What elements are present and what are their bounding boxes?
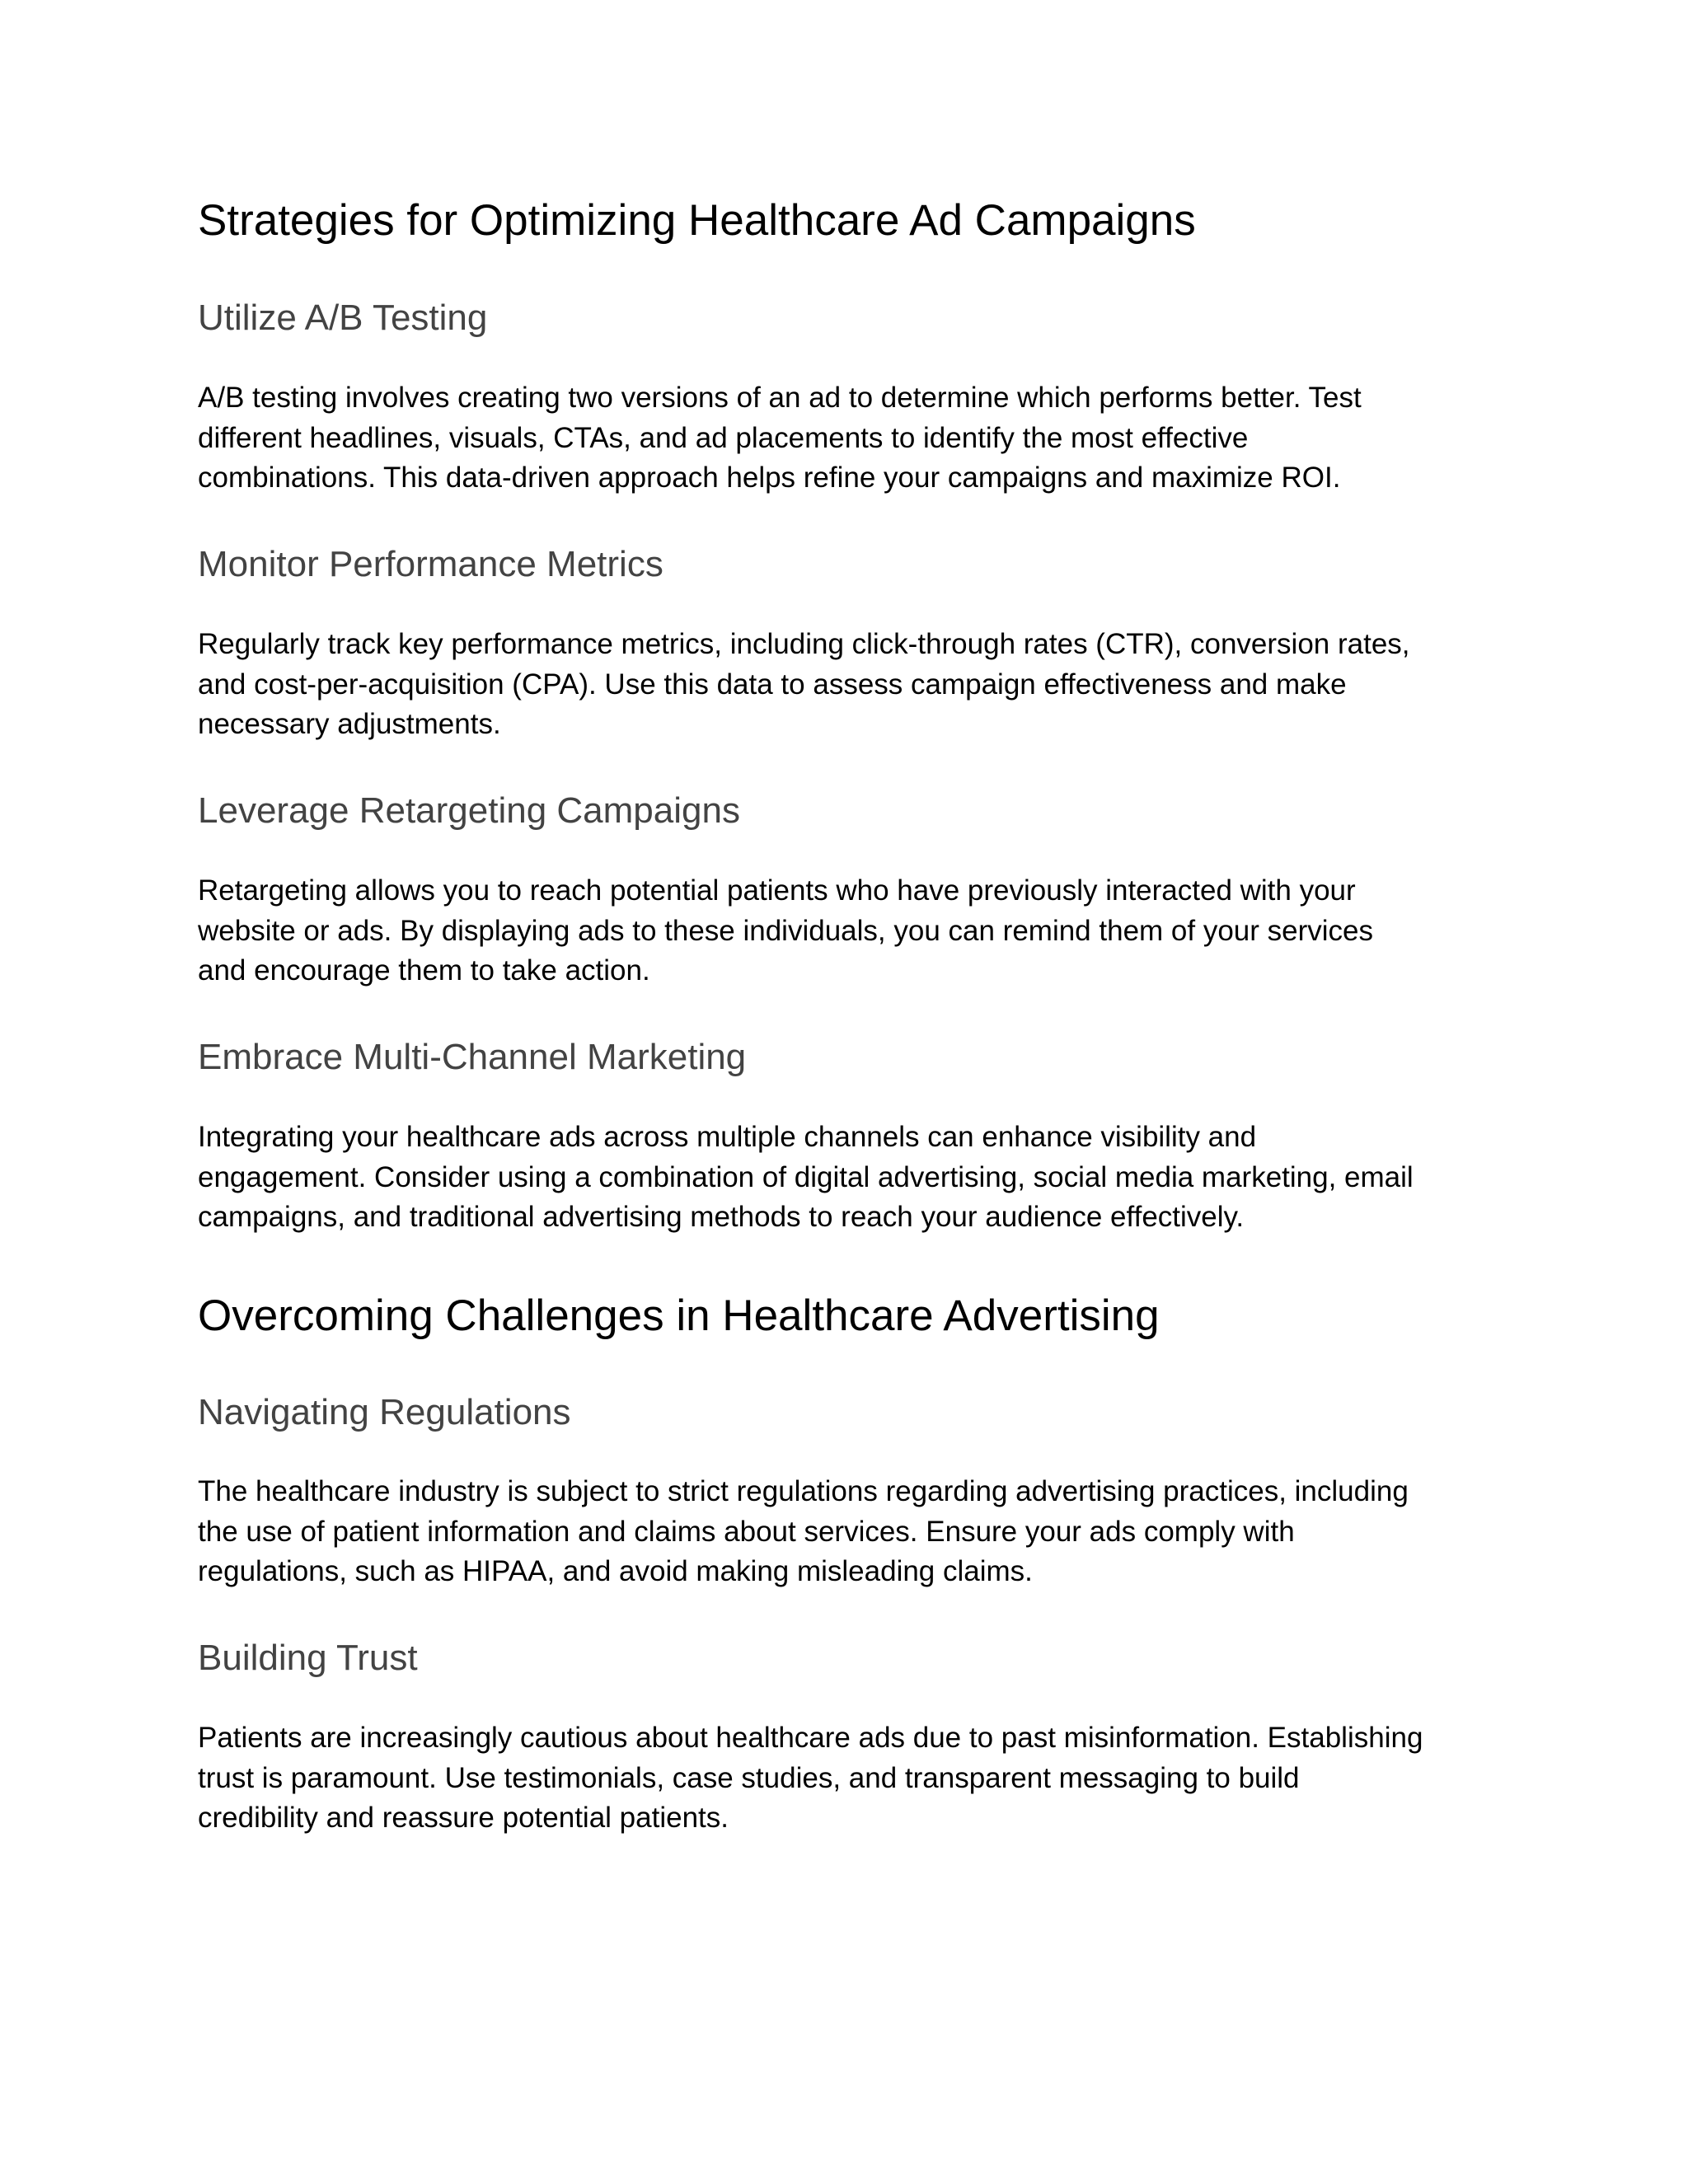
paragraph-performance-metrics	[198, 625, 1500, 745]
paragraph-retargeting	[198, 871, 1500, 991]
text-line: necessary adjustments.	[198, 708, 501, 740]
paragraph-regulations	[198, 1472, 1500, 1592]
text-line: Retargeting allows you to reach potential patients who have previously interacted with your	[198, 874, 1356, 907]
paragraph-ab-testing	[198, 378, 1500, 499]
subsection-title-ab-testing: Utilize A/B Testing	[198, 298, 488, 338]
text-line: campaigns, and traditional advertising methods to reach your audience effectively.	[198, 1201, 1245, 1233]
text-line: and cost-per-acquisition (CPA). Use this data to assess campaign effectiveness and make	[198, 668, 1347, 701]
text-line: Regularly track key performance metrics, including click-through rates (CTR), conversion rates,	[198, 628, 1410, 660]
text-line: Patients are increasingly cautious about healthcare ads due to past misinformation. Establishing	[198, 1722, 1423, 1754]
paragraph-multi-channel	[198, 1118, 1500, 1238]
section-title-challenges: Overcoming Challenges in Healthcare Advertising	[198, 1291, 1160, 1340]
text-line: trust is paramount. Use testimonials, case studies, and transparent messaging to build	[198, 1761, 1300, 1794]
text-line: regulations, such as HIPAA, and avoid making misleading claims.	[198, 1555, 1033, 1587]
subsection-title-multi-channel: Embrace Multi-Channel Marketing	[198, 1037, 747, 1077]
text-line: website or ads. By displaying ads to these individuals, you can remind them of your services	[198, 914, 1373, 947]
subsection-title-performance-metrics: Monitor Performance Metrics	[198, 544, 663, 584]
paragraph-building-trust	[198, 1718, 1500, 1839]
text-line: engagement. Consider using a combination of digital advertising, social media marketing, email	[198, 1160, 1414, 1193]
text-line: Integrating your healthcare ads across multiple channels can enhance visibility and	[198, 1121, 1257, 1153]
text-line: and encourage them to take action.	[198, 954, 650, 987]
text-line: credibility and reassure potential patients.	[198, 1802, 729, 1834]
subsection-title-building-trust: Building Trust	[198, 1638, 418, 1678]
text-line: the use of patient information and claims about services. Ensure your ads comply with	[198, 1515, 1295, 1548]
text-line: The healthcare industry is subject to strict regulations regarding advertising practices, including	[198, 1475, 1409, 1507]
text-line: combinations. This data-driven approach helps refine your campaigns and maximize ROI.	[198, 462, 1341, 494]
subsection-title-retargeting: Leverage Retargeting Campaigns	[198, 790, 740, 831]
subsection-title-regulations: Navigating Regulations	[198, 1392, 571, 1432]
section-title-strategies: Strategies for Optimizing Healthcare Ad Campaigns	[198, 196, 1196, 245]
text-line: different headlines, visuals, CTAs, and ad placements to identify the most effective	[198, 421, 1249, 454]
text-line: A/B testing involves creating two versions of an ad to determine which performs better. Test	[198, 382, 1362, 414]
